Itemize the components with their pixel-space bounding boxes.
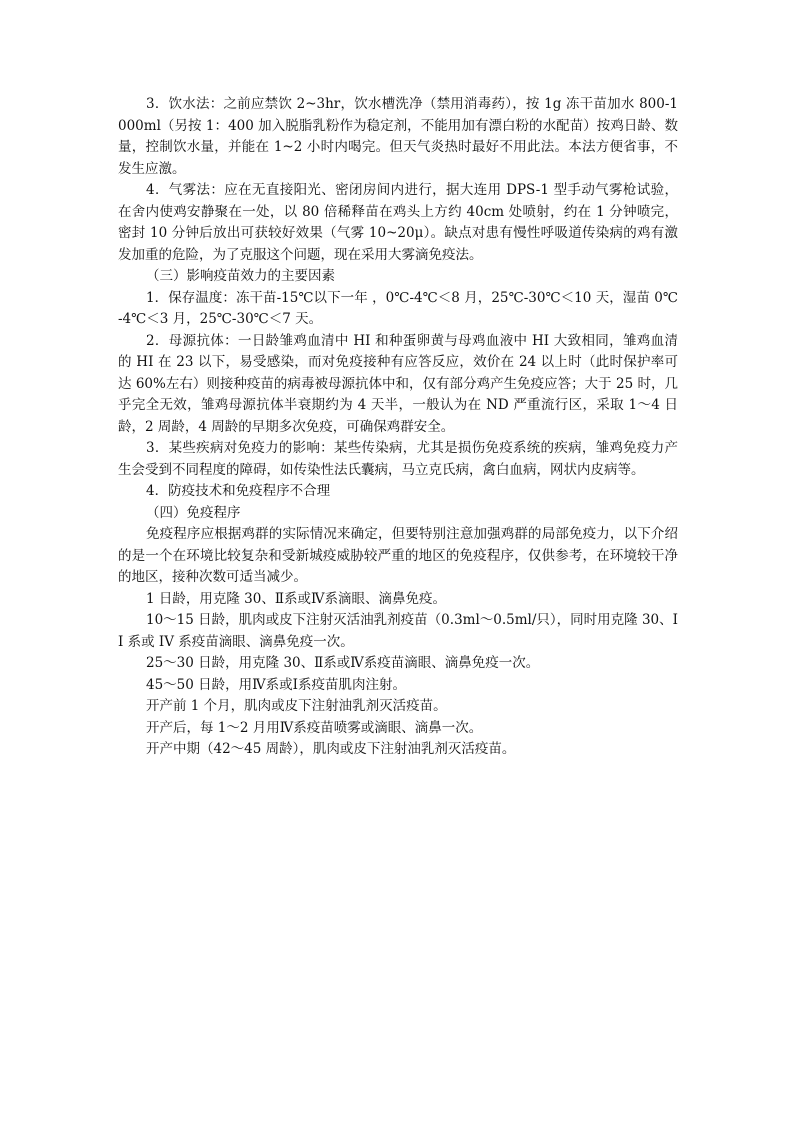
paragraph-aerosol-method: 4．气雾法：应在无直接阳光、密闭房间内进行，据大连用 DPS-1 型手动气雾枪试验，在舍内使鸡安静聚在一处，以 80 倍稀释苗在鸡头上方约 40cm 处喷射，约在 1 分钟喷完，密封 10 分钟后放出可获较好效果（气雾 10~20μ）。缺点对患有慢性呼吸道传染病的鸡有激发加重的危险，为了克服这个问题，现在采用大雾滴免疫法。 xyxy=(118,182,678,263)
section-heading-vaccine-factors: （三）影响疫苗效力的主要因素 xyxy=(146,268,335,284)
paragraph-day-1: 1 日龄，用克隆 30、Ⅱ系或Ⅳ系滴眼、滴鼻免疫。 xyxy=(146,590,447,607)
paragraph-disease-influence: 3．某些疾病对免疫力的影响：某些传染病，尤其是损伤免疫系统的疾病，雏鸡免疫力产生会受到不同程度的障碍，如传染性法氏囊病，马立克氏病，禽白血病，网状内皮病等。 xyxy=(118,440,678,478)
document-body xyxy=(118,94,678,761)
paragraph-day-10-15: 10～15 日龄，肌肉或皮下注射灭活油乳剂疫苗（0.3ml～0.5ml/只），同时用克隆 30、II 系或 IV 系疫苗滴眼、滴鼻免疫一次。 xyxy=(118,612,678,650)
paragraph-technique-issues: 4．防疫技术和免疫程序不合理 xyxy=(146,483,331,499)
paragraph-pre-laying: 开产前 1 个月，肌肉或皮下注射油乳剂灭活疫苗。 xyxy=(146,698,447,714)
paragraph-mid-laying: 开产中期（42～45 周龄），肌肉或皮下注射油乳剂灭活疫苗。 xyxy=(146,741,516,757)
paragraph-drinking-water-method: 3．饮水法：之前应禁饮 2~3hr，饮水槽洗净（禁用消毒药），按 1g 冻干苗加水 800-1000ml（另按 1：400 加入脱脂乳粉作为稳定剂，不能用加有漂白粉的水配苗）按鸡日龄、数量，控制饮水量，并能在 1~2 小时内喝完。但天气炎热时最好不用此法。本法方便省事，不发生应激。 xyxy=(118,96,678,177)
paragraph-day-45-50: 45～50 日龄，用Ⅳ系或Ⅰ系疫苗肌肉注射。 xyxy=(146,676,406,693)
paragraph-program-intro: 免疫程序应根据鸡群的实际情况来确定，但要特别注意加强鸡群的局部免疫力，以下介绍的是一个在环境比较复杂和受新城疫威胁较严重的地区的免疫程序，仅供参考，在环境较干净的地区，接种次数可适当减少。 xyxy=(118,526,678,585)
paragraph-maternal-antibody: 2．母源抗体：一日龄雏鸡血清中 HI 和种蛋卵黄与母鸡血液中 HI 大致相同，雏鸡血清的 HI 在 23 以下，易受感染，而对免疫接种有应答反应，效价在 24 以上时（此时保护率可达 60%左右）则接种疫苗的病毒被母源抗体中和，仅有部分鸡产生免疫应答；大于 25 时，几乎完全无效，雏鸡母源抗体半衰期约为 4 天半，一般认为在 ND 严重流行区，采取 1～4 日龄，2 周龄，4 周龄的早期多次免疫，可确保鸡群安全。 xyxy=(118,332,678,435)
section-heading-immunization-program: （四）免疫程序 xyxy=(146,504,241,521)
paragraph-day-25-30: 25～30 日龄，用克隆 30、Ⅱ系或Ⅳ系疫苗滴眼、滴鼻免疫一次。 xyxy=(146,655,540,671)
paragraph-post-laying: 开产后，每 1～2 月用Ⅳ系疫苗喷雾或滴眼、滴鼻一次。 xyxy=(146,719,483,736)
paragraph-storage-temperature: 1．保存温度：冻干苗-15℃以下一年 ，0℃-4℃＜8 月，25℃-30℃＜10 天，湿苗 0℃-4℃＜3 月，25℃-30℃＜7 天。 xyxy=(118,289,678,327)
